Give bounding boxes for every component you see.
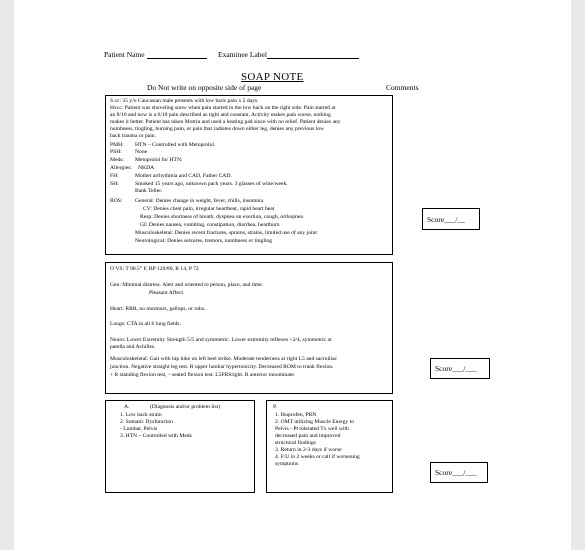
- fh-value: Mother arrhythmia and CAD, Father CAD.: [135, 173, 232, 179]
- meds-value: Metoprolol for HTN.: [135, 157, 183, 163]
- p-item: 3. Return in 2-3 days if worse: [275, 447, 342, 453]
- s-line: an 8/10 and now is a 6/10 pain described as tight and constant. Activity makes pain worse, nothing: [110, 112, 331, 118]
- ros-item: General: Denies change in weight, fever, chills, insomnia: [135, 198, 264, 204]
- ros-item: Neurological: Denies seizures, tremors, numbness or tingling: [135, 238, 273, 244]
- sh-value-2: Bank Teller.: [135, 188, 163, 194]
- score-label: Score: [435, 468, 453, 477]
- page-title: SOAP NOTE: [241, 71, 304, 83]
- ros-item: Resp: Denies shortness of breath, dyspnea on exertion, cough, orthopnea: [140, 214, 303, 220]
- instruction-text: Do Not write on opposite side of page: [147, 83, 262, 92]
- a-label: A.: [124, 404, 130, 410]
- score-box-3[interactable]: Score ___/___: [430, 462, 488, 483]
- s-line: back trauma or pain.: [110, 133, 156, 139]
- objective-box: [105, 262, 393, 394]
- assessment-box: [105, 400, 255, 493]
- subjective-box: [105, 95, 393, 255]
- s-line: S cc: 35 y/o Caucasian male presents with low back pain x 2 days.: [110, 98, 259, 104]
- msk-line: junction. Negative straight leg test. R upper lumbar hypertonicity. Decreased ROM to trunk flexion.: [110, 364, 334, 370]
- msk-line: + R standing flexion test, – seated flexion test. L5FRSright. R anterior innominate.: [110, 372, 296, 378]
- allergies-value: NKDA: [138, 165, 155, 171]
- neuro-line: Neuro: Lower Extremity Strength 5/5 and symmetric. Lower extremity reflexes +2/4, symmetric at: [110, 337, 332, 343]
- ros-item: Musculoskeletal: Denies recent fractures, sprains, strains, limited use of any joint: [135, 230, 317, 236]
- neuro-line-2: patella and Achilles.: [110, 344, 156, 350]
- score-label: Score: [435, 364, 453, 373]
- sh-value: Smoked 15 years ago, unknown pack years. 3 glasses of wine/week.: [135, 181, 288, 187]
- examinee-label-field: [218, 50, 359, 59]
- ros-label: ROS:: [110, 198, 123, 204]
- examinee-label-text: Examinee Label: [218, 50, 267, 59]
- p-item: 2. OMT utilizing Muscle Energy to: [275, 419, 355, 425]
- vitals-line: O VS: T 98.5° F, BP 120/80, R 14, P 72: [110, 266, 199, 272]
- psh-label: PSH:: [110, 149, 122, 155]
- gen-line: Gen: Minimal distress. Alert and oriented to person, place, and time.: [110, 282, 264, 288]
- score-label: Score: [427, 214, 445, 224]
- p-item: structural findings: [275, 440, 316, 446]
- patient-name-label: Patient Name: [104, 50, 145, 59]
- a-heading: (Diagnosis and/or problem list): [150, 404, 221, 410]
- s-line: makes it better. Patient has taken Motrin and used a heating pad since with no relief. Patient denies any: [110, 119, 341, 125]
- plan-box: [266, 400, 393, 493]
- sh-label: SH:: [110, 181, 119, 187]
- p-label: P.: [273, 404, 277, 410]
- meds-label: Meds:: [110, 157, 124, 163]
- p-item: decreased pain and improved: [275, 433, 341, 439]
- heart-line: Heart: RRR, no murmurs, gallops, or rubs.: [110, 306, 206, 312]
- psh-value: None: [135, 149, 148, 155]
- allergies-label: Allergies:: [110, 165, 132, 171]
- score-box-1[interactable]: Score ___/__: [422, 208, 480, 230]
- p-item: 4. F/U in 2 weeks or call if worsening: [275, 454, 360, 460]
- lungs-line: Lungs: CTA in all 6 lung fields.: [110, 321, 181, 327]
- pmh-label: PMH:: [110, 142, 124, 148]
- a-item: 3. HTN – Controlled with Meds: [120, 433, 192, 439]
- examinee-label-blank: [267, 51, 359, 59]
- pmh-value: HTN – Controlled with Metoprolol.: [135, 142, 216, 148]
- score-box-2[interactable]: Score ___/___: [430, 358, 490, 379]
- ros-item: CV: Denies chest pain, irregular heartbeat, rapid heart beat: [143, 206, 275, 212]
- a-item: - Lumbar, Pelvis: [120, 426, 158, 432]
- gen-line-2: Pleasant Affect.: [149, 290, 185, 296]
- comments-heading: Comments: [386, 83, 419, 92]
- ros-item: GI: Denies nausea, vomiting, constipation, diarrhea, heartburn: [140, 222, 280, 228]
- p-item: 1. Ibuprofen, PRN: [275, 412, 317, 418]
- p-item: symptoms: [275, 461, 299, 467]
- s-line: numbness, tingling, burning pain, or pain that radiates down either leg, denies any previous low: [110, 126, 325, 132]
- document-page: [14, 0, 571, 550]
- patient-name-field: [104, 50, 207, 59]
- a-item: 1. Low back strain: [120, 412, 162, 418]
- p-item: Pelvis - Pt tolerated Tx well with: [275, 426, 349, 432]
- patient-name-blank: [147, 51, 207, 59]
- s-line: Hxcc: Patient was shoveling snow when pain started in the low back on the right side. Pain started at: [110, 105, 336, 111]
- fh-label: FH:: [110, 173, 119, 179]
- msk-line: Musculoskeletal: Gait with hip hike on left heel strike. Moderate tenderness at right L5 and sacroiliac: [110, 356, 338, 362]
- a-item: 2. Somatic Dysfunction: [120, 419, 173, 425]
